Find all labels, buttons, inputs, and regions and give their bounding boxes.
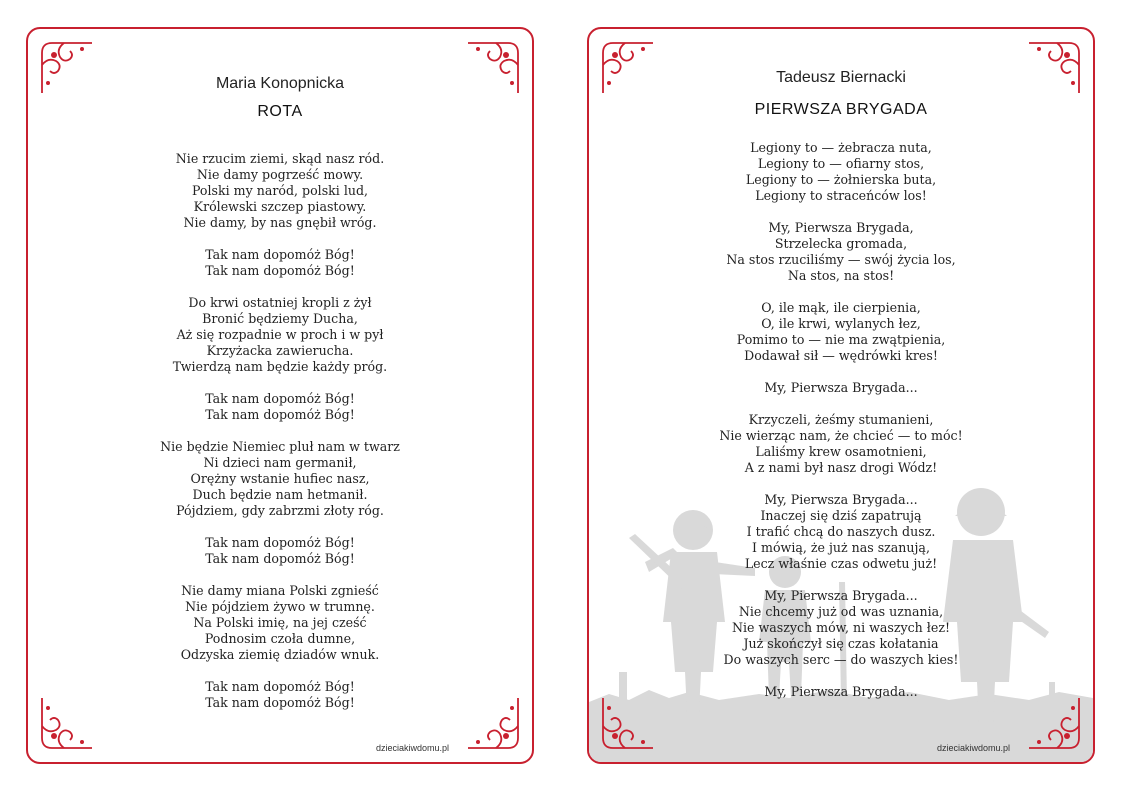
poem-line: Duch będzie nam hetmanił. bbox=[192, 487, 368, 502]
poem-title: ROTA bbox=[257, 103, 303, 120]
stanza bbox=[28, 391, 532, 423]
poem-title: PIERWSZA BRYGADA bbox=[754, 101, 928, 118]
poem-line: Legiony to — żołnierska buta, bbox=[745, 172, 937, 187]
poem-author: Tadeusz Biernacki bbox=[776, 69, 906, 86]
poem-line: Nie chcemy już od was uznania, bbox=[738, 604, 944, 619]
poem-line: Bronić będziemy Ducha, bbox=[202, 311, 358, 326]
poem-line: Nie wierząc nam, że chcieć — to móc! bbox=[719, 428, 963, 443]
poem-line: Laliśmy krew osamotnieni, bbox=[755, 444, 927, 459]
poem-line: My, Pierwsza Brygada, bbox=[768, 220, 914, 235]
poem-line: Krzyczeli, żeśmy stumanieni, bbox=[748, 412, 934, 427]
poem-line: Królewski szczep piastowy. bbox=[193, 199, 367, 214]
poem-author: Maria Konopnicka bbox=[215, 75, 345, 92]
poem-line: I mówią, że już nas szanują, bbox=[752, 540, 930, 555]
poem-line: Podnosim czoła dumne, bbox=[204, 631, 356, 646]
stanza bbox=[589, 140, 1093, 204]
stanza bbox=[28, 535, 532, 567]
poem-line: Tak nam dopomóż Bóg! bbox=[205, 407, 355, 422]
poem-line: I trafić chcą do naszych dusz. bbox=[746, 524, 936, 539]
poem-line: Nie damy miana Polski zgnieść bbox=[181, 583, 379, 598]
poem-line: Tak nam dopomóż Bóg! bbox=[205, 679, 355, 694]
poem-line: Już skończył się czas kołatania bbox=[743, 636, 939, 651]
poem-line: Do krwi ostatniej kropli z żył bbox=[188, 295, 372, 310]
poem-body bbox=[589, 140, 1093, 716]
stanza bbox=[589, 300, 1093, 364]
stanza bbox=[28, 583, 532, 663]
poem-line: Do waszych serc — do waszych kies! bbox=[723, 652, 959, 667]
poem-line: Tak nam dopomóż Bóg! bbox=[205, 391, 355, 406]
poem-line: Tak nam dopomóż Bóg! bbox=[205, 535, 355, 550]
site-footer: dzieciakiwdomu.pl bbox=[936, 743, 1010, 753]
poem-line: Na Polski imię, na jej cześć bbox=[193, 615, 367, 630]
stanza bbox=[28, 679, 532, 711]
poem-line: My, Pierwsza Brygada... bbox=[764, 588, 918, 603]
poem-line: Inaczej się dziś zapatrują bbox=[760, 508, 922, 523]
stanza bbox=[589, 412, 1093, 476]
poem-line: Nie pójdziem żywo w trumnę. bbox=[185, 599, 375, 614]
poem-line: Nie damy, by nas gnębił wróg. bbox=[183, 215, 377, 230]
stanza bbox=[28, 295, 532, 375]
poem-line: Tak nam dopomóż Bóg! bbox=[205, 247, 355, 262]
poem-line: Lecz właśnie czas odwetu już! bbox=[744, 556, 938, 571]
stanza bbox=[28, 151, 532, 231]
stanza bbox=[589, 220, 1093, 284]
poem-line: Nie rzucim ziemi, skąd nasz ród. bbox=[175, 151, 385, 166]
poem-line: Legiony to — żebracza nuta, bbox=[750, 140, 932, 155]
poem-line: Pomimo to — nie ma zwątpienia, bbox=[736, 332, 946, 347]
stanza bbox=[28, 439, 532, 519]
poem-body bbox=[28, 151, 532, 727]
poem-line: Nie damy pogrześć mowy. bbox=[196, 167, 364, 182]
poem-line: Orężny wstanie hufiec nasz, bbox=[190, 471, 370, 486]
poem-line: Pójdziem, gdy zabrzmi złoty róg. bbox=[176, 503, 384, 518]
poem-line: Aż się rozpadnie w proch i w pył bbox=[176, 327, 384, 342]
poem-line: Na stos, na stos! bbox=[787, 268, 895, 283]
poem-line: Tak nam dopomóż Bóg! bbox=[205, 551, 355, 566]
poem-line: Legiony to straceńców los! bbox=[755, 188, 927, 203]
stanza bbox=[589, 684, 1093, 700]
poem-line: Na stos rzuciliśmy — swój życia los, bbox=[726, 252, 956, 267]
poem-line: Odzyska ziemię dziadów wnuk. bbox=[180, 647, 380, 662]
poem-line: My, Pierwsza Brygada... bbox=[764, 684, 918, 699]
stanza bbox=[28, 247, 532, 279]
poem-line: Nie będzie Niemiec pluł nam w twarz bbox=[160, 439, 400, 454]
site-footer: dzieciakiwdomu.pl bbox=[375, 743, 449, 753]
poem-line: O, ile mąk, ile cierpienia, bbox=[761, 300, 921, 315]
left-page bbox=[26, 27, 534, 764]
poem-line: Dodawał sił — wędrówki kres! bbox=[744, 348, 938, 363]
poem-line: Polski my naród, polski lud, bbox=[191, 183, 369, 198]
poem-line: Twierdzą nam będzie każdy próg. bbox=[172, 359, 388, 374]
poem-line: Tak nam dopomóż Bóg! bbox=[205, 263, 355, 278]
poem-line: My, Pierwsza Brygada... bbox=[764, 492, 918, 507]
poem-line: Legiony to — ofiarny stos, bbox=[757, 156, 925, 171]
poem-line: Krzyżacka zawierucha. bbox=[206, 343, 354, 358]
stanza bbox=[589, 380, 1093, 396]
poem-line: Nie waszych mów, ni waszych łez! bbox=[731, 620, 951, 635]
poem-line: A z nami był nasz drogi Wódz! bbox=[744, 460, 938, 475]
poem-line: Strzelecka gromada, bbox=[774, 236, 908, 251]
stanza bbox=[589, 588, 1093, 668]
poem-line: O, ile krwi, wylanych łez, bbox=[761, 316, 921, 331]
poem-line: My, Pierwsza Brygada... bbox=[764, 380, 918, 395]
stanza bbox=[589, 492, 1093, 572]
poem-line: Tak nam dopomóż Bóg! bbox=[205, 695, 355, 710]
right-page bbox=[587, 27, 1095, 764]
poem-line: Ni dzieci nam germanił, bbox=[203, 455, 357, 470]
